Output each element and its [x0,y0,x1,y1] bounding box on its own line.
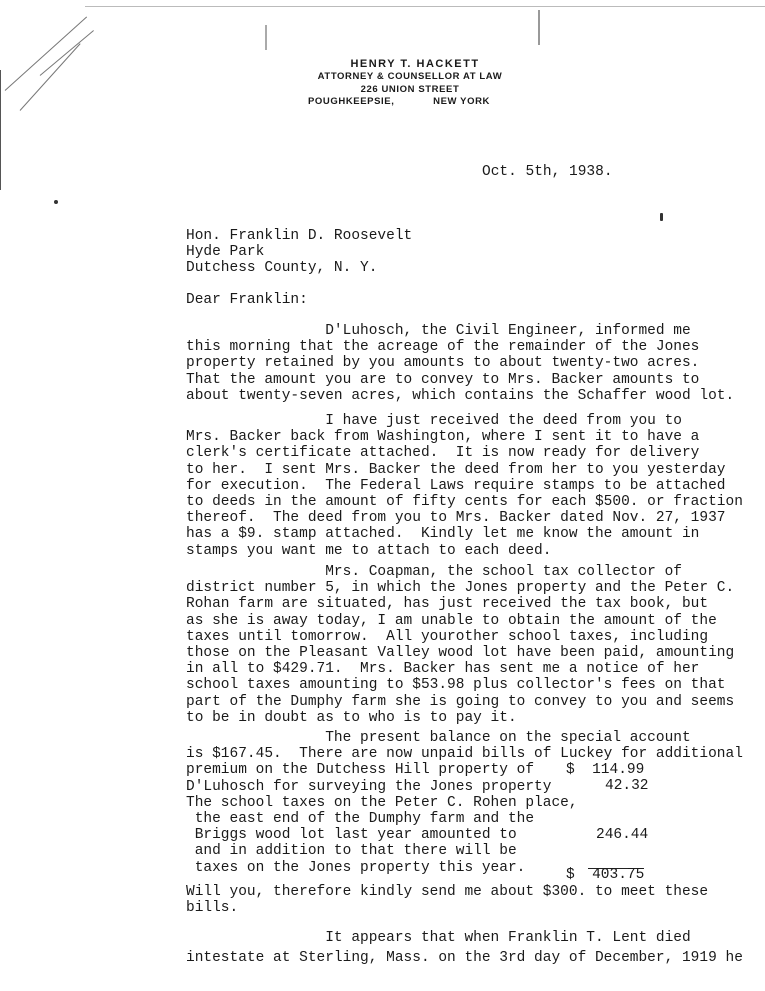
text-line: Mrs. Coapman, the school tax collector of [186,564,682,580]
text-line: district number 5, in which the Jones property and the Peter C. [186,580,735,597]
letterhead-state: NEW YORK [433,96,490,107]
text-line: clerk's certificate attached. It is now ready for delivery [186,445,700,462]
letterhead [300,58,520,107]
paragraph-5 [186,928,743,968]
text-line: the east end of the Dumphy farm and the [186,811,535,828]
scan-speck [538,10,540,45]
amount-school-taxes: 246.44 [596,827,649,843]
text-line: property retained by you amounts to about twenty-two acres. [186,355,700,372]
recipient-name: Hon. Franklin D. Roosevelt [186,228,413,244]
text-line: Will you, therefore kindly send me about $300. to meet these [186,884,709,900]
letterhead-city-line [308,96,490,107]
recipient-county: Dutchess County, N. Y. [186,260,378,276]
letterhead-street: 226 UNION STREET [360,84,460,95]
text-line: as she is away today, I am unable to obtain the amount of the [186,612,717,629]
text-line: D'Luhosch for surveying the Jones property [186,778,552,795]
text-line: those on the Pleasant Valley wood lot have been paid, amounting [186,645,735,662]
scan-scratch [20,43,81,111]
text-line: this morning that the acreage of the remainder of the Jones [186,339,700,356]
amount-total: $ 403.75 [566,867,645,883]
scan-scratch [40,30,94,76]
paragraph-4 [186,730,743,876]
text-line: Mrs. Backer back from Washington, where I sent it to have a [186,429,700,446]
text-line: premium on the Dutchess Hill property of [186,762,535,779]
text-line: thereof. The deed from you to Mrs. Backer dated Nov. 27, 1937 [186,510,726,527]
text-line: That the amount you are to convey to Mrs. Backer amounts to [186,371,700,388]
text-line: It appears that when Franklin T. Lent died [186,930,691,946]
text-line: for execution. The Federal Laws require stamps to be attached [186,477,726,494]
text-line: The school taxes on the Peter C. Rohen place, [186,794,578,811]
scan-speck [660,213,663,221]
scan-speck [54,200,58,204]
paragraph-3 [186,564,734,726]
text-line: in all to $429.71. Mrs. Backer has sent me a notice of her [186,661,700,678]
text-line: part of the Dumphy farm she is going to convey to you and seems [186,693,735,710]
text-line: intestate at Sterling, Mass. on the 3rd day of December, 1919 he [186,950,743,966]
text-line: to her. I sent Mrs. Backer the deed from her to you yesterday [186,461,726,478]
text-line: taxes until tomorrow. All yourother school taxes, including [186,628,709,645]
letterhead-name: HENRY T. HACKETT [350,58,480,70]
amount-dluhosch: 42.32 [605,778,649,794]
text-line: to be in doubt as to who is to pay it. [186,709,517,726]
text-line: Rohan farm are situated, has just received the tax book, but [186,596,709,613]
scan-corner-mark [0,70,1,190]
text-line: to deeds in the amount of fifty cents for each $500. or fraction [186,494,743,511]
salutation: Dear Franklin: [186,292,308,308]
recipient-town: Hyde Park [186,244,265,260]
paragraph-2 [186,413,743,559]
amount-luckey: $ 114.99 [566,762,645,778]
text-line: D'Luhosch, the Civil Engineer, informed me [186,323,691,339]
letterhead-city: POUGHKEEPSIE, [308,96,395,107]
text-line: I have just received the deed from you to [186,413,682,429]
text-line: school taxes amounting to $53.98 plus collector's fees on that [186,677,726,694]
paragraph-1 [186,323,734,404]
text-line: is $167.45. There are now unpaid bills of Luckey for additional [186,746,743,763]
scan-border-line [85,6,765,7]
text-line: about twenty-seven acres, which contains the Schaffer wood lot. [186,387,735,404]
text-line: and in addition to that there will be [186,843,517,860]
text-line: has a $9. stamp attached. Kindly let me know the amount in [186,526,700,543]
text-line: stamps you want me to attach to each deed. [186,542,552,559]
letter-date: Oct. 5th, 1938. [482,164,613,180]
letterhead-title: ATTORNEY & COUNSELLOR AT LAW [317,71,503,82]
text-line: Briggs wood lot last year amounted to [186,827,517,844]
scan-speck [265,25,267,50]
paragraph-4-end [186,884,708,916]
text-line: The present balance on the special account [186,730,691,746]
text-line: taxes on the Jones property this year. [186,859,526,876]
text-line: bills. [186,900,239,917]
